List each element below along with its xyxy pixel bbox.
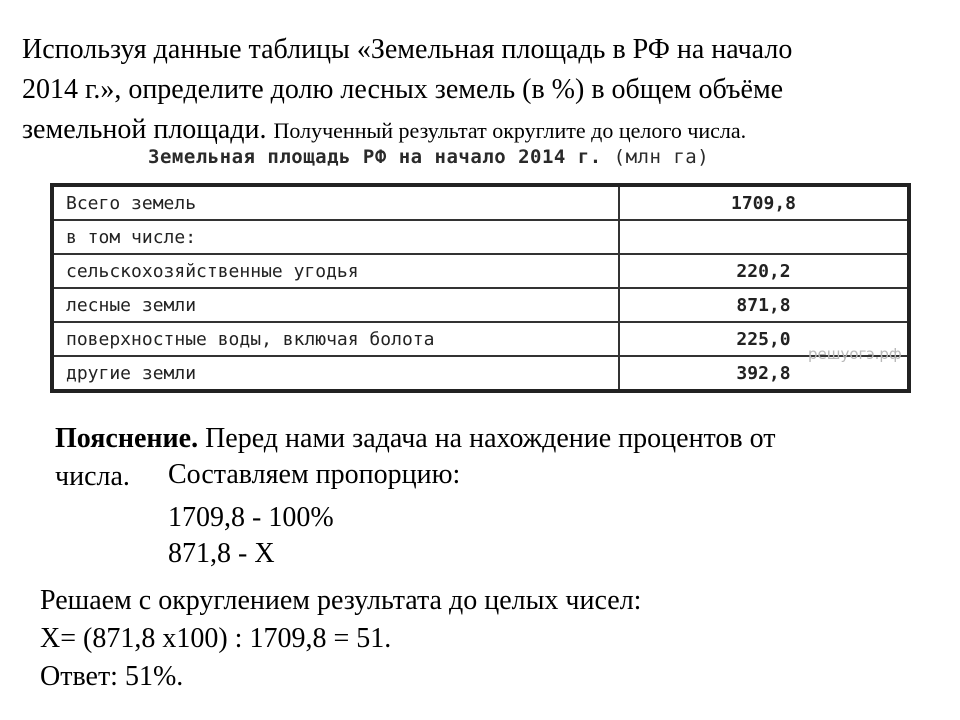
solution: [40, 582, 641, 696]
explanation-line-2: [55, 457, 915, 493]
table-row: [52, 220, 909, 254]
table-row: [52, 322, 909, 356]
row-value: 1709,8: [619, 185, 909, 220]
row-label: другие земли: [52, 356, 619, 391]
proportion-line-1: 1709,8 - 100%: [168, 502, 334, 533]
row-value: 392,8: [619, 356, 909, 391]
table-title: [148, 146, 709, 168]
explanation-heading: Пояснение.: [55, 423, 199, 454]
solution-line-1: Решаем с округлением результата до целых чисел:: [40, 585, 642, 616]
row-label: поверхностные воды, включая болота: [52, 322, 619, 356]
land-area-table: [50, 183, 911, 393]
solution-answer: Ответ: 51%.: [40, 661, 184, 692]
task-line-1: Используя данные таблицы «Земельная площадь в РФ на начало: [22, 34, 793, 65]
solution-line-2: Х= (871,8 х100) : 1709,8 = 51.: [40, 623, 392, 654]
row-label: лесные земли: [52, 288, 619, 322]
proportion-line-2: 871,8 - Х: [168, 538, 275, 569]
row-value: [619, 220, 909, 254]
watermark: решуогэ.рф: [808, 345, 902, 363]
table-row: [52, 185, 909, 220]
task-line-3: [22, 110, 932, 151]
task-text: [22, 30, 932, 151]
row-label: Всего земель: [52, 185, 619, 220]
table-row: [52, 356, 909, 391]
explanation-text-1: Перед нами задача на нахождение процентов от: [205, 423, 776, 454]
task-line-3-note: Полученный результат округлите до целого числа.: [273, 118, 747, 143]
table-row: [52, 254, 909, 288]
explanation-text-2: числа.: [55, 461, 130, 492]
explanation-text-3: Составляем пропорцию:: [168, 459, 461, 490]
row-value: 225,0: [619, 322, 909, 356]
task-line-2: 2014 г.», определите долю лесных земель (в %) в общем объёме: [22, 74, 784, 105]
proportion: [168, 500, 334, 572]
explanation: [55, 421, 915, 493]
row-label: сельскохозяйственные угодья: [52, 254, 619, 288]
row-value: 871,8: [619, 288, 909, 322]
table-unit: (млн га): [613, 146, 710, 168]
table-row: [52, 288, 909, 322]
explanation-line-1: [55, 421, 915, 457]
task-line-3-main: земельной площади.: [22, 114, 267, 145]
row-value: 220,2: [619, 254, 909, 288]
table-title-text: Земельная площадь РФ на начало 2014 г.: [148, 146, 602, 168]
row-label: в том числе:: [52, 220, 619, 254]
